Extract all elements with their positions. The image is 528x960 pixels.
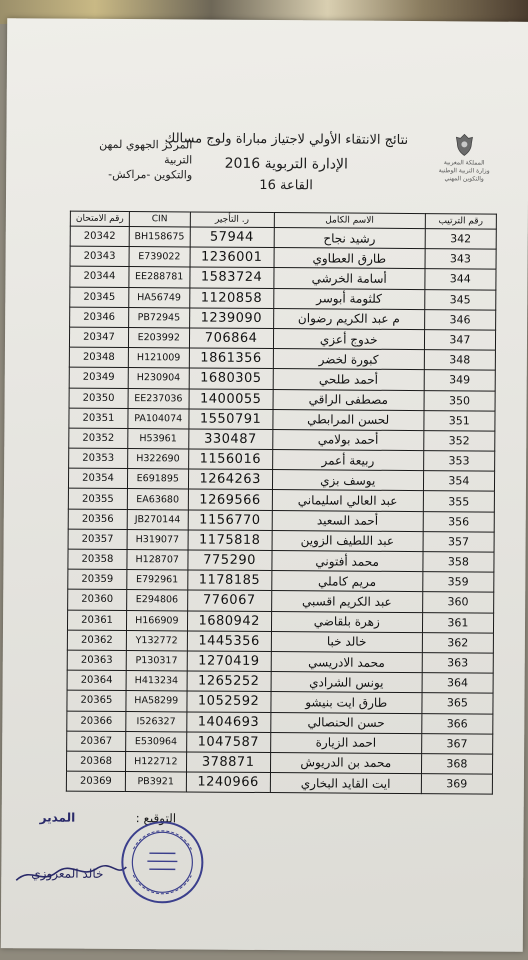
cell-registration: 1400055 — [189, 388, 273, 409]
cell-name: يونس الشرادي — [271, 672, 422, 693]
cell-exam: 20342 — [70, 226, 129, 247]
cell-registration: 706864 — [189, 328, 273, 349]
cell-rank: 343 — [425, 249, 496, 270]
room-number: القاعة 16 — [259, 177, 313, 194]
cell-rank: 358 — [423, 552, 494, 573]
official-stamp — [119, 819, 206, 906]
cell-registration: 1240966 — [186, 772, 270, 793]
cell-rank: 349 — [424, 370, 495, 391]
director-label: المدير — [39, 810, 76, 825]
cell-registration: 1175818 — [188, 530, 272, 551]
cell-registration: 1550791 — [188, 409, 272, 430]
cell-cin: E739022 — [129, 247, 190, 268]
cell-exam: 20346 — [70, 307, 129, 328]
cell-name: محمد الادريسي — [271, 651, 422, 672]
cell-rank: 346 — [424, 309, 495, 330]
cell-registration: 1404693 — [186, 711, 270, 732]
crest-icon — [453, 133, 475, 157]
cell-name: م عبد الكريم رضوان — [273, 308, 424, 329]
cell-exam: 20355 — [68, 489, 127, 510]
cell-exam: 20359 — [68, 569, 127, 590]
cell-exam: 20367 — [67, 731, 126, 752]
center-line-2: والتكوين -مراكش- — [108, 167, 193, 182]
cell-rank: 348 — [424, 350, 495, 371]
cell-cin: H322690 — [128, 449, 189, 470]
cell-registration: 1264263 — [188, 469, 272, 490]
cell-cin: EE288781 — [129, 267, 190, 288]
cell-name: أسامة الخرشي — [274, 268, 425, 289]
cell-cin: I526327 — [126, 711, 187, 732]
cell-exam: 20352 — [69, 428, 128, 449]
cell-exam: 20350 — [69, 388, 128, 409]
cell-exam: 20364 — [67, 670, 126, 691]
cell-name: مريم كاملي — [271, 571, 422, 592]
cell-rank: 359 — [423, 572, 494, 593]
cell-rank: 366 — [422, 713, 493, 734]
cell-exam: 20357 — [68, 529, 127, 550]
cell-name: كلثومة أبوسر — [273, 288, 424, 309]
cell-rank: 362 — [422, 632, 493, 653]
cell-registration: 1269566 — [188, 489, 272, 510]
cell-name: حسن الحنصالي — [270, 712, 421, 733]
cell-registration: 1047587 — [186, 732, 270, 753]
signature-label: التوقيع : — [135, 811, 177, 826]
cell-name: ربيعة أعمر — [272, 450, 423, 471]
cell-name: عبد اللطيف الزوين — [272, 530, 423, 551]
cell-registration: 1680305 — [189, 368, 273, 389]
cell-exam: 20363 — [67, 650, 126, 671]
cell-exam: 20368 — [66, 751, 125, 772]
table-body — [66, 226, 496, 794]
header-cin: CIN — [129, 212, 190, 227]
cell-cin: H121009 — [128, 348, 189, 369]
cell-rank: 353 — [423, 451, 494, 472]
cell-rank: 352 — [423, 430, 494, 451]
director-name: خالد المعزوزي — [31, 866, 104, 881]
cell-rank: 361 — [422, 612, 493, 633]
cell-registration: 1445356 — [187, 631, 271, 652]
cell-exam: 20356 — [68, 509, 127, 530]
cell-exam: 20358 — [68, 549, 127, 570]
cell-exam: 20344 — [70, 267, 129, 288]
cell-cin: E530964 — [126, 731, 187, 752]
cell-cin: PB3921 — [125, 772, 186, 793]
cell-cin: H319077 — [127, 529, 188, 550]
cell-cin: H53961 — [128, 428, 189, 449]
cell-registration: 1156016 — [188, 449, 272, 470]
cell-cin: Y132772 — [126, 630, 187, 651]
cell-rank: 357 — [423, 531, 494, 552]
cell-rank: 342 — [425, 229, 496, 250]
cell-cin: H413234 — [126, 671, 187, 692]
cell-name: أحمد السعيد — [272, 510, 423, 531]
cell-exam: 20361 — [67, 610, 126, 631]
cell-exam: 20345 — [70, 287, 129, 308]
cell-name: عبد الكريم اقسبي — [271, 591, 422, 612]
header-rank: رقم الترتيب — [425, 214, 496, 229]
cell-registration: 1120858 — [189, 288, 273, 309]
header-registration: ر. التأجير — [190, 212, 274, 228]
header-exam: رقم الامتحان — [70, 211, 129, 226]
cell-exam: 20360 — [68, 590, 127, 611]
cell-exam: 20365 — [67, 690, 126, 711]
cell-exam: 20351 — [69, 408, 128, 429]
cell-cin: EE237036 — [128, 388, 189, 409]
cell-registration: 1178185 — [187, 570, 271, 591]
ministry-line-2: وزارة التربية الوطنية — [438, 167, 490, 175]
cell-name: ايت القايد البخاري — [270, 773, 421, 794]
cell-registration: 1270419 — [187, 651, 271, 672]
cell-cin: H230904 — [128, 368, 189, 389]
cell-name: يوسف بزي — [272, 470, 423, 491]
results-sheet — [1, 18, 528, 952]
cell-cin: H122712 — [125, 751, 186, 772]
cell-name: لحسن المرابطي — [273, 409, 424, 430]
cell-rank: 364 — [422, 673, 493, 694]
cell-name: أحمد طلحي — [273, 369, 424, 390]
cell-rank: 367 — [421, 733, 492, 754]
cell-registration: 1265252 — [187, 671, 271, 692]
cell-name: كبورة لخضر — [273, 349, 424, 370]
cell-exam: 20343 — [70, 246, 129, 267]
cell-cin: E203992 — [128, 327, 189, 348]
cell-exam: 20353 — [69, 448, 128, 469]
cell-cin: P130317 — [126, 650, 187, 671]
cell-exam: 20362 — [67, 630, 126, 651]
cell-rank: 351 — [424, 410, 495, 431]
cell-rank: 345 — [424, 289, 495, 310]
cell-registration: 776067 — [187, 590, 271, 611]
cell-rank: 360 — [422, 592, 493, 613]
cell-rank: 347 — [424, 330, 495, 351]
cell-name: طارق العطاوي — [274, 248, 425, 269]
header-name: الاسم الكامل — [274, 213, 425, 229]
ministry-emblem — [422, 133, 506, 184]
cell-cin: BH158675 — [129, 227, 190, 248]
cell-registration: 775290 — [187, 550, 271, 571]
cell-exam: 20366 — [67, 711, 126, 732]
cell-cin: EA63680 — [127, 489, 188, 510]
cell-registration: 57944 — [190, 227, 274, 248]
cell-cin: PB72945 — [129, 307, 190, 328]
cell-registration: 1052592 — [186, 691, 270, 712]
cell-rank: 355 — [423, 491, 494, 512]
cell-name: رشيد نجاح — [274, 228, 425, 249]
center-line-1: المركز الجهوي لمهن التربية — [99, 137, 193, 167]
cell-rank: 363 — [422, 653, 493, 674]
cell-rank: 356 — [423, 511, 494, 532]
cell-registration: 1583724 — [189, 267, 273, 288]
cell-rank: 350 — [424, 390, 495, 411]
cell-cin: H166909 — [126, 610, 187, 631]
cell-exam: 20349 — [69, 367, 128, 388]
cell-rank: 369 — [421, 774, 492, 795]
cell-name: أحمد بولامي — [272, 429, 423, 450]
cell-name: خالد خبا — [271, 631, 422, 652]
cell-exam: 20347 — [69, 327, 128, 348]
cell-cin: JB270144 — [127, 509, 188, 530]
cell-name: محمد بن الدريوش — [270, 752, 421, 773]
results-table — [66, 211, 497, 795]
cell-registration: 1861356 — [189, 348, 273, 369]
cell-name: مصطفى الراقي — [273, 389, 424, 410]
cell-registration: 1156770 — [188, 510, 272, 531]
ministry-line-1: المملكة المغربية — [443, 159, 485, 167]
cell-cin: H128707 — [127, 550, 188, 571]
regional-center-name — [90, 137, 192, 183]
document-title: نتائج الانتقاء الأولي لاجتياز مباراة ولوج مسالك — [164, 131, 409, 148]
cell-exam: 20348 — [69, 347, 128, 368]
cell-registration: 378871 — [186, 752, 270, 773]
cell-exam: 20354 — [68, 468, 127, 489]
cell-exam: 20369 — [66, 771, 125, 792]
cell-cin: E792961 — [127, 570, 188, 591]
cell-registration: 1239090 — [189, 308, 273, 329]
cell-cin: E691895 — [127, 469, 188, 490]
cell-name: عبد العالي اسليماني — [272, 490, 423, 511]
document-subtitle: الإدارة التربوية 2016 — [224, 155, 348, 173]
cell-registration: 1236001 — [190, 247, 274, 268]
ministry-line-3: والتكوين المهني — [444, 175, 484, 183]
cell-cin: E294806 — [127, 590, 188, 611]
cell-rank: 344 — [425, 269, 496, 290]
cell-name: زهرة بلقاضي — [271, 611, 422, 632]
table-row — [66, 771, 492, 794]
cell-name: احمد الزيارة — [270, 732, 421, 753]
cell-cin: HA58299 — [126, 691, 187, 712]
cell-rank: 354 — [423, 471, 494, 492]
cell-registration: 330487 — [188, 429, 272, 450]
cell-cin: PA104074 — [128, 408, 189, 429]
cell-name: محمد أفتوني — [272, 551, 423, 572]
cell-cin: HA56749 — [129, 287, 190, 308]
cell-rank: 365 — [422, 693, 493, 714]
cell-name: طارق ايت بنيشو — [271, 692, 422, 713]
cell-rank: 368 — [421, 753, 492, 774]
cell-registration: 1680942 — [187, 611, 271, 632]
cell-name: خدوج أعزي — [273, 328, 424, 349]
